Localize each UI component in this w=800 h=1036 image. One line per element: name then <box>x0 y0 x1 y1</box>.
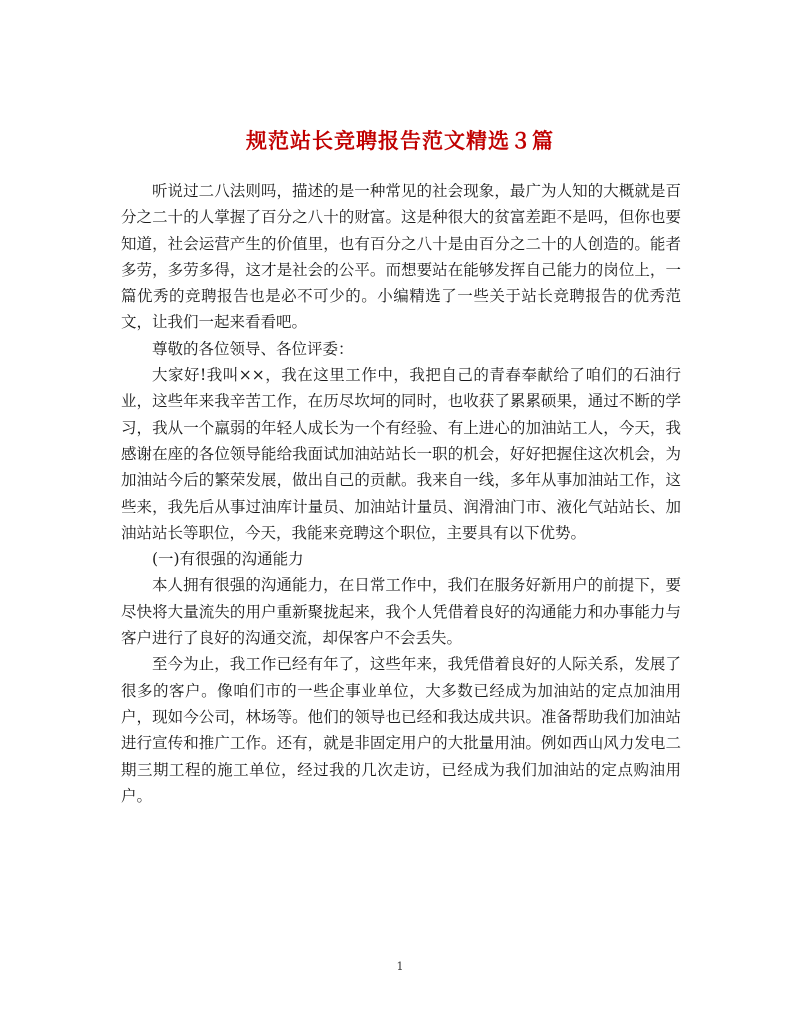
clients-paragraph: 至今为止，我工作已经有年了，这些年来，我凭借着良好的人际关系，发展了很多的客户。像咱们市的一些企事业单位，大多数已经成为加油站的定点加油用户，现如今公司，林场等。他们的领导也已经和我达成共识。准备帮助我们加油站进行宣传和推广工作。还有，就是非固定用户的大批量用油。例如西山风力发电二期三期工程的施工单位，经过我的几次走访，已经成为我们加油站的定点购油用户。 <box>121 655 681 805</box>
document-body <box>121 178 681 809</box>
intro-paragraph: 听说过二八法则吗，描述的是一种常见的社会现象，最广为人知的大概就是百分之二十的人掌握了百分之八十的财富。这是种很大的贫富差距不是吗，但你也要知道，社会运营产生的价值里，也有百分之八十是由百分之二十的人创造的。能者多劳，多劳多得，这才是社会的公平。而想要站在能够发挥自己能力的岗位上，一篇优秀的竞聘报告也是必不可少的。小编精选了一些关于站长竞聘报告的优秀范文，让我们一起来看看吧。 <box>121 182 681 332</box>
salutation-paragraph: 尊敬的各位领导、各位评委： <box>152 339 354 358</box>
communication-paragraph: 本人拥有很强的沟通能力，在日常工作中，我们在服务好新用户的前提下，要尽快将大量流失的用户重新聚拢起来，我个人凭借着良好的沟通能力和办事能力与客户进行了良好的沟通交流，却保客户不会丢失。 <box>121 576 681 648</box>
greeting-paragraph: 大家好!我叫××，我在这里工作中，我把自己的青春奉献给了咱们的石油行业，这些年来我辛苦工作，在历尽坎坷的同时，也收获了累累硕果，通过不断的学习，我从一个羸弱的年轻人成长为一个有经验、有上进心的加油站工人，今天，我感谢在座的各位领导能给我面试加油站站长一职的机会，好好把握住这次机会，为加油站今后的繁荣发展，做出自己的贡献。我来自一线，多年从事加油站工作，这些来，我先后从事过油库计量员、加油站计量员、润滑油门市、液化气站站长、加油站站长等职位，今天，我能来竞聘这个职位，主要具有以下优势。 <box>121 366 681 542</box>
section-heading: (一)有很强的沟通能力 <box>152 550 304 569</box>
document-title: 规范站长竞聘报告范文精选３篇 <box>246 128 554 154</box>
page-number: 1 <box>396 960 404 973</box>
